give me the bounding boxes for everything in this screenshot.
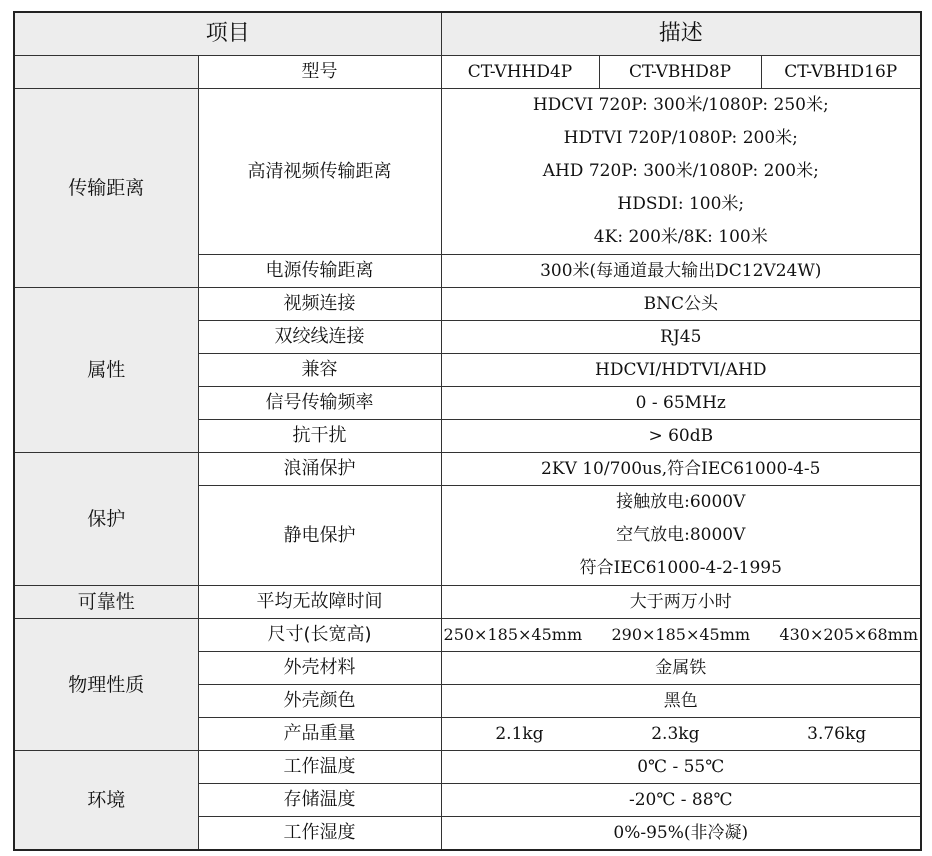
header-desc-cell: 描述 — [441, 12, 921, 56]
size-values — [441, 619, 921, 652]
weight-value: 2.3kg — [651, 724, 700, 744]
environment-value: -20℃ - 88℃ — [441, 784, 921, 817]
model-value-3: CT-VBHD16P — [761, 56, 921, 89]
mtbf-label: 平均无故障时间 — [198, 586, 441, 619]
attribute-value: RJ45 — [441, 321, 921, 354]
hd-distance-values — [441, 89, 921, 255]
shell-material-label: 外壳材料 — [198, 652, 441, 685]
attribute-value: BNC公头 — [441, 288, 921, 321]
spec-table — [13, 11, 922, 851]
size-row — [14, 619, 921, 652]
environment-label: 存储温度 — [198, 784, 441, 817]
hd-distance-line: HDSDI: 100米; — [617, 194, 745, 214]
hd-distance-line: 4K: 200米/8K: 100米 — [593, 227, 768, 247]
environment-value: 0℃ - 55℃ — [441, 751, 921, 784]
attribute-value: 0 - 65MHz — [441, 387, 921, 420]
reliability-row — [14, 586, 921, 619]
weight-label: 产品重量 — [198, 718, 441, 751]
attribute-value: HDCVI/HDTVI/AHD — [441, 354, 921, 387]
size-value: 250×185×45mm — [443, 625, 583, 644]
hd-distance-line: HDTVI 720P/1080P: 200米; — [563, 128, 798, 148]
environment-label: 工作湿度 — [198, 817, 441, 851]
attribute-label: 兼容 — [198, 354, 441, 387]
header-row — [14, 12, 921, 56]
attribute-value: > 60dB — [441, 420, 921, 453]
esd-values — [441, 486, 921, 586]
model-value-2: CT-VBHD8P — [599, 56, 761, 89]
environment-row — [14, 751, 921, 784]
model-value-1: CT-VHHD4P — [441, 56, 599, 89]
mtbf-value: 大于两万小时 — [441, 586, 921, 619]
shell-color-value: 黑色 — [441, 685, 921, 718]
size-value: 290×185×45mm — [611, 625, 751, 644]
surge-value: 2KV 10/700us,符合IEC61000-4-5 — [441, 453, 921, 486]
shell-color-label: 外壳颜色 — [198, 685, 441, 718]
hd-distance-label: 高清视频传输距离 — [198, 89, 441, 255]
esd-line: 接触放电:6000V — [616, 492, 746, 512]
shell-material-value: 金属铁 — [441, 652, 921, 685]
attribute-label: 信号传输频率 — [198, 387, 441, 420]
model-label: 型号 — [198, 56, 441, 89]
environment-label: 工作温度 — [198, 751, 441, 784]
environment-value: 0%-95%(非冷凝) — [441, 817, 921, 851]
model-row — [14, 56, 921, 89]
attribute-label: 抗干扰 — [198, 420, 441, 453]
attributes-category: 属性 — [14, 288, 198, 453]
protection-category: 保护 — [14, 453, 198, 586]
physical-category: 物理性质 — [14, 619, 198, 751]
model-category-cell — [14, 56, 198, 89]
transmission-hd-row — [14, 89, 921, 255]
attribute-label: 视频连接 — [198, 288, 441, 321]
power-distance-label: 电源传输距离 — [198, 255, 441, 288]
hd-distance-line: AHD 720P: 300米/1080P: 200米; — [542, 161, 819, 181]
surge-row — [14, 453, 921, 486]
hd-distance-line: HDCVI 720P: 300米/1080P: 250米; — [532, 95, 829, 115]
attribute-row — [14, 288, 921, 321]
weight-values — [441, 718, 921, 751]
esd-label: 静电保护 — [198, 486, 441, 586]
esd-line: 空气放电:8000V — [616, 525, 746, 545]
transmission-category: 传输距离 — [14, 89, 198, 288]
weight-value: 3.76kg — [807, 724, 867, 744]
reliability-category: 可靠性 — [14, 586, 198, 619]
power-distance-value: 300米(每通道最大输出DC12V24W) — [441, 255, 921, 288]
header-item-cell: 项目 — [14, 12, 441, 56]
environment-category: 环境 — [14, 751, 198, 851]
weight-value: 2.1kg — [495, 724, 544, 744]
size-value: 430×205×68mm — [779, 625, 919, 644]
esd-line: 符合IEC61000-4-2-1995 — [579, 558, 782, 578]
size-label: 尺寸(长宽高) — [198, 619, 441, 652]
surge-label: 浪涌保护 — [198, 453, 441, 486]
attribute-label: 双绞线连接 — [198, 321, 441, 354]
